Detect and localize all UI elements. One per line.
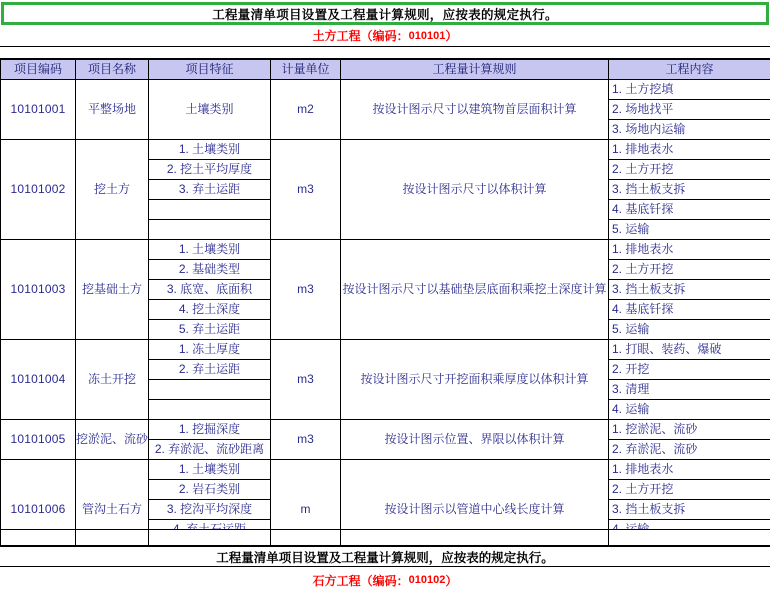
content-list [609,340,770,419]
table-row [1,80,770,140]
footer-banner [0,546,770,567]
cell-project-feature [149,340,271,420]
content-item: 3. 清理 [609,380,770,400]
feature-item: 3. 挖沟平均深度 [149,500,270,520]
footer-section-code-close: ） [445,573,458,588]
feature-item: 5. 弃土运距 [149,320,270,340]
content-item: 3. 挡土板支拆 [609,180,770,200]
column-header-name: 项目名称 [76,60,149,80]
cell-project-feature [149,80,271,140]
cell-calc-rule: 按设计图示以管道中心线长度计算 [341,460,609,560]
cell-unit: m3 [271,240,341,340]
cell-project-name: 平整场地 [76,80,149,140]
cell-project-feature [149,420,271,460]
feature-item: 1. 土壤类别 [149,140,270,160]
content-item: 3. 场地内运输 [609,120,770,140]
feature-list [149,340,270,419]
feature-item-blank [149,400,270,420]
cell-unit: m [271,460,341,560]
feature-item: 1. 挖掘深度 [149,420,270,440]
column-header-rule: 工程量计算规则 [341,60,609,80]
blank-cell [609,530,770,546]
cell-unit: m3 [271,340,341,420]
feature-item: 2. 弃淤泥、流砂距离 [149,440,270,460]
section-code: 010101 [408,29,446,42]
content-item: 2. 场地找平 [609,100,770,120]
cell-work-content [609,420,770,460]
content-item: 2. 弃淤泥、流砂 [609,440,770,460]
feature-item-blank [149,200,270,220]
cell-project-name: 挖基础土方 [76,240,149,340]
content-item: 1. 排地表水 [609,240,770,260]
cell-unit: m3 [271,420,341,460]
footer-section-name: 石方工程 [312,573,361,588]
feature-item: 2. 岩石类别 [149,480,270,500]
cell-work-content [609,80,770,140]
blank-cell [1,530,76,546]
cell-calc-rule: 按设计图示尺寸以基础垫层底面积乘挖土深度计算 [341,240,609,340]
content-list [609,420,770,459]
feature-item: 1. 冻土厚度 [149,340,270,360]
cell-unit: m3 [271,140,341,240]
content-item: 1. 排地表水 [609,140,770,160]
bottom-blank-row [0,529,770,546]
column-header-feature: 项目特征 [149,60,271,80]
section-title-row [0,26,770,45]
cell-project-code: 10101001 [1,80,76,140]
content-item: 2. 土方开挖 [609,260,770,280]
cell-calc-rule: 按设计图示位置、界限以体积计算 [341,420,609,460]
feature-item: 1. 土壤类别 [149,460,270,480]
content-item: 3. 挡土板支拆 [609,500,770,520]
spacer-row-top [0,46,770,59]
feature-item: 2. 挖土平均厚度 [149,160,270,180]
cell-project-code: 10101002 [1,140,76,240]
content-item: 2. 土方开挖 [609,480,770,500]
table-header-row [1,60,770,80]
feature-item-blank [149,220,270,240]
feature-item: 4. 挖土深度 [149,300,270,320]
cell-work-content [609,340,770,420]
content-list [609,240,770,339]
feature-item: 2. 基础类型 [149,260,270,280]
cell-project-code: 10101003 [1,240,76,340]
cell-calc-rule: 按设计图示尺寸开挖面积乘厚度以体积计算 [341,340,609,420]
feature-item-blank [149,380,270,400]
cell-work-content [609,240,770,340]
table-row [1,240,770,340]
cell-work-content [609,140,770,240]
content-item: 5. 运输 [609,220,770,240]
blank-cell [149,530,271,546]
section-name: 土方工程 [312,29,361,43]
cell-calc-rule: 按设计图示尺寸以建筑物首层面积计算 [341,80,609,140]
cell-project-code: 10101006 [1,460,76,560]
content-item: 5. 运输 [609,320,770,340]
feature-item: 1. 土壤类别 [149,240,270,260]
cell-project-name: 冻土开挖 [76,340,149,420]
footer-banner-text: 工程量清单项目设置及工程量计算规则，应按表的规定执行。 [216,550,554,565]
column-header-code: 项目编码 [1,60,76,80]
feature-list [149,420,270,459]
feature-list [149,100,270,119]
footer-section-code-open: （编码： [360,573,409,588]
table-row [1,340,770,420]
footer-section-code: 010102 [408,574,446,586]
section-code-open: （编码： [360,29,409,43]
feature-list [149,240,270,339]
content-item: 1. 土方挖填 [609,80,770,100]
cell-calc-rule: 按设计图示尺寸以体积计算 [341,140,609,240]
content-item: 2. 土方开挖 [609,160,770,180]
cell-unit: m2 [271,80,341,140]
blank-cell [341,530,609,546]
blank-cell [76,530,149,546]
content-list [609,80,770,139]
top-banner-text: 工程量清单项目设置及工程量计算规则，应按表的规定执行。 [212,7,558,22]
content-item: 2. 开挖 [609,360,770,380]
content-item: 1. 打眼、装药、爆破 [609,340,770,360]
cell-project-name: 管沟土石方 [76,460,149,560]
column-header-content: 工程内容 [609,60,770,80]
feature-item: 2. 弃土运距 [149,360,270,380]
content-item: 4. 基底钎探 [609,200,770,220]
footer-section-title-row [0,570,770,590]
feature-item: 3. 弃土运距 [149,180,270,200]
feature-item: 3. 底宽、底面积 [149,280,270,300]
table-row [1,140,770,240]
feature-item: 土壤类别 [149,100,270,119]
section-code-close: ） [445,29,458,43]
feature-list [149,140,270,239]
content-item: 3. 挡土板支拆 [609,280,770,300]
top-banner [1,2,769,25]
cell-project-feature [149,240,271,340]
table-row [1,420,770,460]
column-header-unit: 计量单位 [271,60,341,80]
content-item: 4. 基底钎探 [609,300,770,320]
cell-project-code: 10101005 [1,420,76,460]
quantity-list-table [0,59,770,560]
blank-cell [271,530,341,546]
cell-project-code: 10101004 [1,340,76,420]
content-item: 1. 排地表水 [609,460,770,480]
cell-project-name: 挖淤泥、流砂 [76,420,149,460]
content-list [609,140,770,239]
content-item: 4. 运输 [609,400,770,420]
cell-project-name: 挖土方 [76,140,149,240]
content-item: 1. 挖淤泥、流砂 [609,420,770,440]
cell-project-feature [149,140,271,240]
